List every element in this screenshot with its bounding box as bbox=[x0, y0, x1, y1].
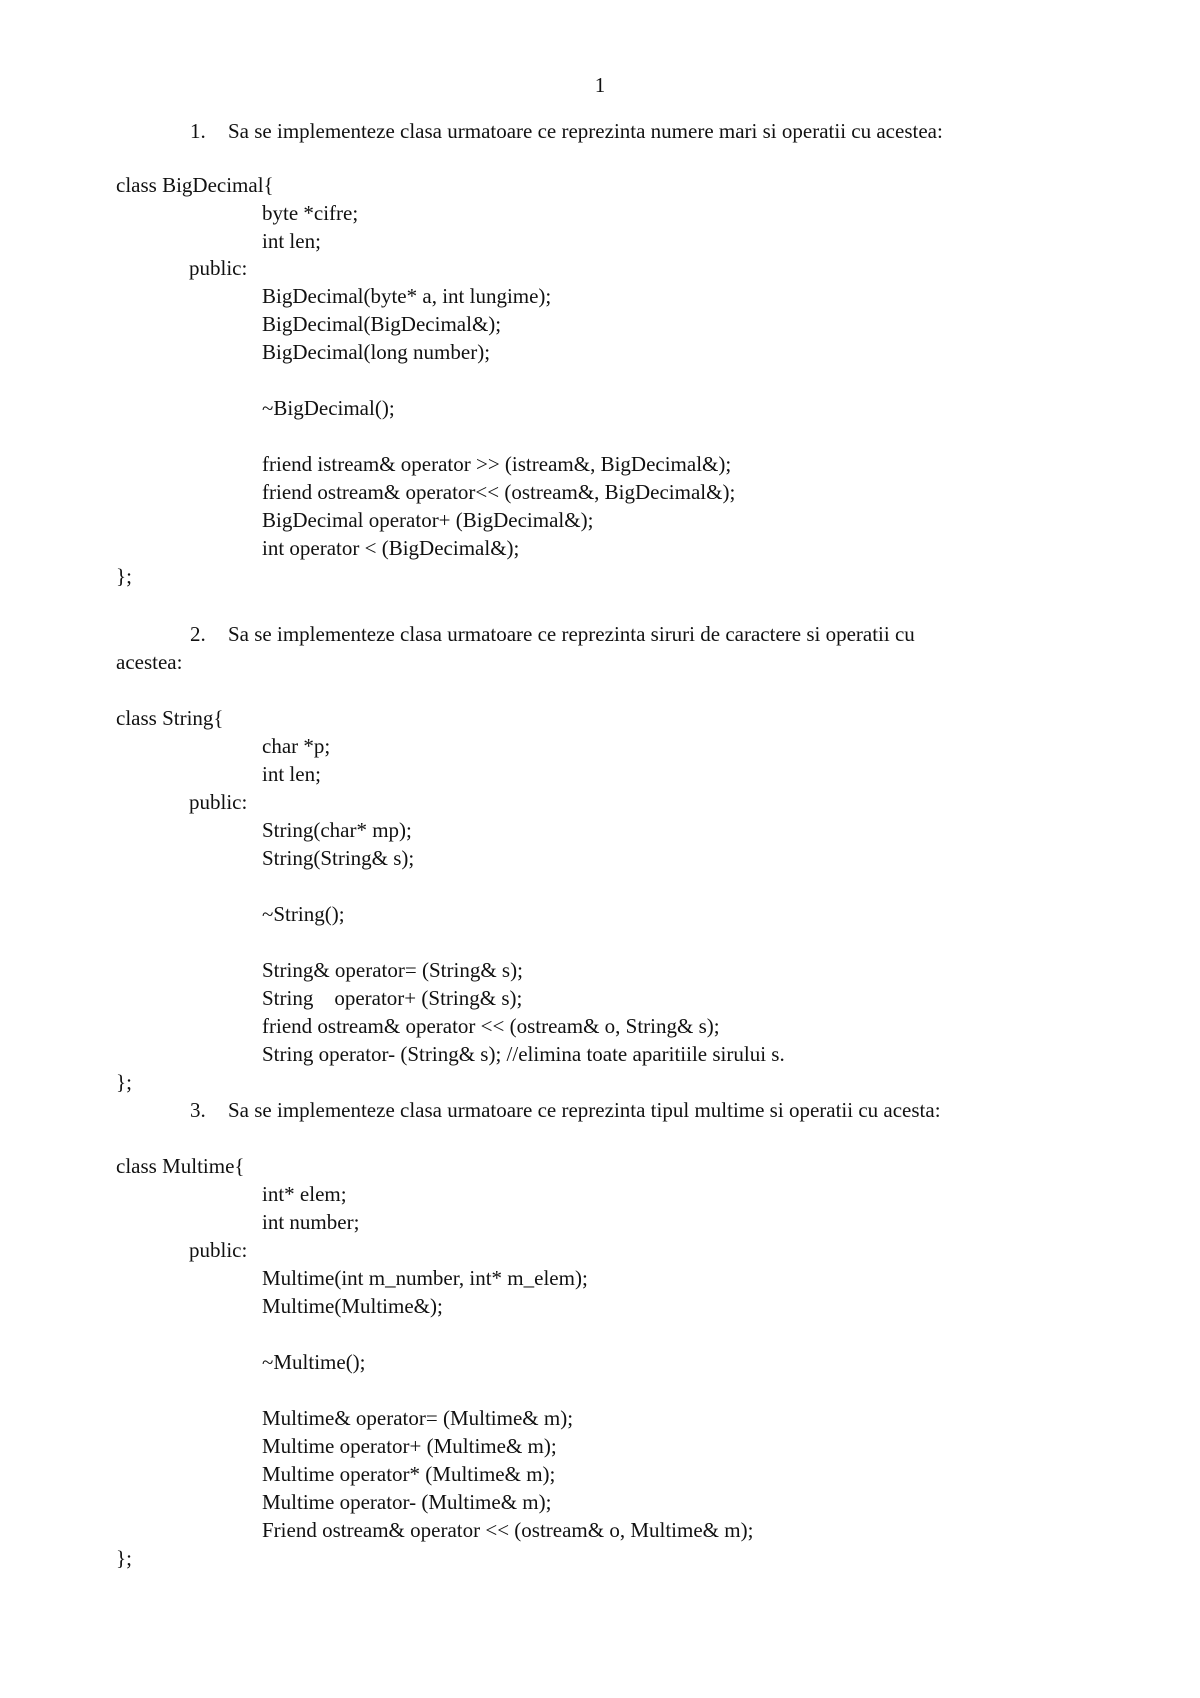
exercise-text: Sa se implementeze clasa urmatoare ce reprezinta tipul multime si operatii cu acesta: bbox=[228, 1098, 941, 1122]
code-line: class BigDecimal{ bbox=[116, 173, 274, 197]
exercise-text: Sa se implementeze clasa urmatoare ce reprezinta numere mari si operatii cu acestea: bbox=[228, 119, 943, 143]
code-line: Multime operator* (Multime& m); bbox=[262, 1462, 556, 1486]
code-line: friend ostream& operator << (ostream& o, String& s); bbox=[262, 1014, 720, 1038]
code-line: Multime(Multime&); bbox=[262, 1294, 443, 1318]
code-line: Multime& operator= (Multime& m); bbox=[262, 1406, 574, 1430]
code-line: int operator < (BigDecimal&); bbox=[262, 536, 520, 560]
code-line: ~BigDecimal(); bbox=[262, 396, 395, 420]
exercise-number: 2. bbox=[190, 622, 206, 646]
code-line: BigDecimal operator+ (BigDecimal&); bbox=[262, 508, 594, 532]
code-line: ~String(); bbox=[262, 902, 345, 926]
code-line: public: bbox=[189, 790, 248, 814]
code-line: char *p; bbox=[262, 734, 331, 758]
code-line: public: bbox=[189, 256, 248, 280]
code-line: int len; bbox=[262, 762, 321, 786]
code-line: String operator+ (String& s); bbox=[262, 986, 523, 1010]
code-line: int* elem; bbox=[262, 1182, 347, 1206]
page-number: 1 bbox=[594, 73, 606, 97]
exercise-1-intro bbox=[190, 118, 943, 144]
exercise-3-intro bbox=[190, 1097, 941, 1123]
exercise-2-intro bbox=[190, 621, 915, 647]
code-line: BigDecimal(long number); bbox=[262, 340, 491, 364]
code-line: String& operator= (String& s); bbox=[262, 958, 523, 982]
code-line: }; bbox=[116, 1070, 132, 1094]
code-line: friend ostream& operator<< (ostream&, BigDecimal&); bbox=[262, 480, 736, 504]
exercise-text: Sa se implementeze clasa urmatoare ce reprezinta siruri de caractere si operatii cu bbox=[228, 622, 915, 646]
code-line: Multime operator- (Multime& m); bbox=[262, 1490, 552, 1514]
code-line: byte *cifre; bbox=[262, 201, 359, 225]
code-line: class String{ bbox=[116, 706, 224, 730]
code-line: }; bbox=[116, 1546, 132, 1570]
exercise-text-continued: acestea: bbox=[116, 650, 183, 674]
code-line: Multime operator+ (Multime& m); bbox=[262, 1434, 557, 1458]
code-line: class Multime{ bbox=[116, 1154, 245, 1178]
code-line: String(String& s); bbox=[262, 846, 415, 870]
code-line: Friend ostream& operator << (ostream& o, Multime& m); bbox=[262, 1518, 754, 1542]
code-line: ~Multime(); bbox=[262, 1350, 366, 1374]
code-line: public: bbox=[189, 1238, 248, 1262]
code-line: BigDecimal(BigDecimal&); bbox=[262, 312, 502, 336]
exercise-number: 3. bbox=[190, 1098, 206, 1122]
code-line: BigDecimal(byte* a, int lungime); bbox=[262, 284, 552, 308]
code-line: Multime(int m_number, int* m_elem); bbox=[262, 1266, 588, 1290]
code-line: String(char* mp); bbox=[262, 818, 412, 842]
code-line: }; bbox=[116, 564, 132, 588]
exercise-number: 1. bbox=[190, 119, 206, 143]
code-line: int number; bbox=[262, 1210, 360, 1234]
code-line: friend istream& operator >> (istream&, BigDecimal&); bbox=[262, 452, 732, 476]
code-line: String operator- (String& s); //elimina toate aparitiile sirului s. bbox=[262, 1042, 785, 1066]
code-line: int len; bbox=[262, 229, 321, 253]
